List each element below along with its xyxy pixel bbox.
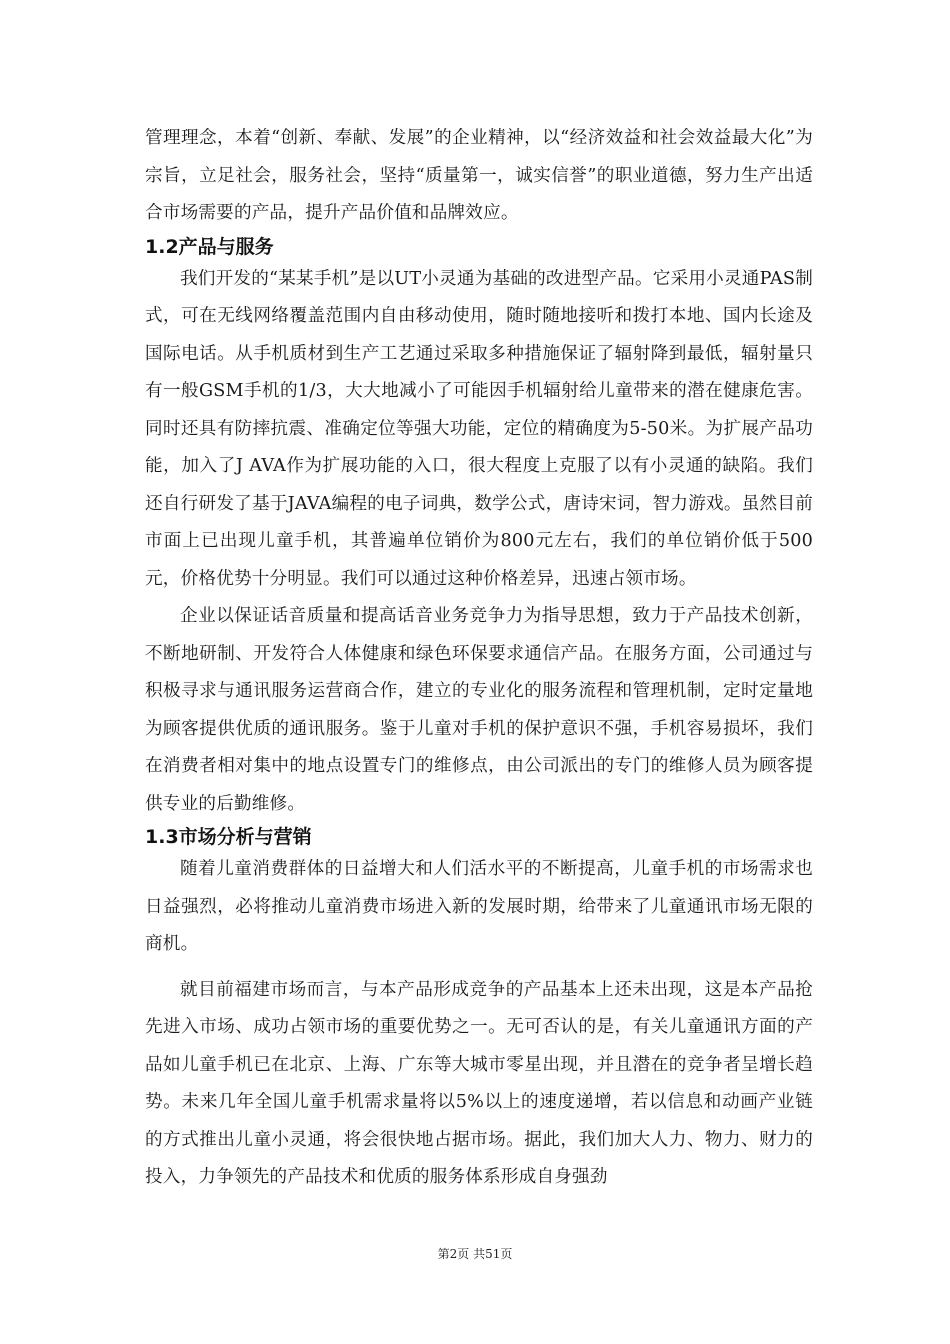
section-heading-1-3: 1.3市场分析与营销 [145,826,312,848]
page-footer: 第2页 共51页 [437,1247,513,1261]
section-heading-1-2: 1.2产品与服务 [145,235,274,258]
section-1-3-paragraph-2: 就目前福建市场而言，与本产品形成竞争的产品基本上还未出现，这是本产品抢先进入市场、成功占领市场的重要优势之一。无可否认的是，有关儿童通讯方面的产品如儿童手机已在北京、上海、广东等大城市零星出现，并且潜在的竞争者呈增长趋势。未来几年全国儿童手机需求量将以5%以上的速度递增，若以信息和动画产业链的方式推出儿童小灵通，将会很快地占据市场。据此，我们加大人力、物力、财力的投入，力争领先的产品技术和优质的服务体系形成自身强劲 [145,979,813,1187]
intro-paragraph: 管理理念，本着“创新、奉献、发展”的企业精神，以“经济效益和社会效益最大化”为宗旨，立足社会，服务社会，坚持“质量第一，诚实信誉”的职业道德，努力生产出适合市场需要的产品，提升产品价值和品牌效应。 [145,128,813,223]
page-content [145,120,813,1197]
section-1-2-paragraph-1: 我们开发的“某某手机”是以UT小灵通为基础的改进型产品。它采用小灵通PAS制式，可在无线网络覆盖范围内自由移动使用，随时随地接听和拨打本地、国内长途及国际电话。从手机质材到生产工艺通过采取多种措施保证了辐射降到最低，辐射量只有一般GSM手机的1/3，大大地减小了可能因手机辐射给儿童带来的潜在健康危害。同时还具有防摔抗震、准确定位等强大功能，定位的精确度为5-50米。为扩展产品功能，加入了J AVA作为扩展功能的入口，很大程度上克服了以有小灵通的缺陷。我们还自行研发了基于JAVA编程的电子词典，数学公式，唐诗宋词，智力游戏。虽然目前市面上已出现儿童手机，其普遍单位销价为800元左右，我们的单位销价低于500元，价格优势十分明显。我们可以通过这种价格差异，迅速占领市场。 [145,268,813,589]
section-1-3-paragraph-1: 随着儿童消费群体的日益增大和人们活水平的不断提高，儿童手机的市场需求也日益强烈，必将推动儿童消费市场进入新的发展时期，给带来了儿童通讯市场无限的商机。 [145,859,813,954]
section-1-2-paragraph-2: 企业以保证话音质量和提高话音业务竞争力为指导思想，致力于产品技术创新，不断地研制、开发符合人体健康和绿色环保要求通信产品。在服务方面，公司通过与积极寻求与通讯服务运营商合作，建立的专业化的服务流程和管理机制，定时定量地为顾客提供优质的通讯服务。鉴于儿童对手机的保护意识不强，手机容易损坏，我们在消费者相对集中的地点设置专门的维修点，由公司派出的专门的维修人员为顾客提供专业的后勤维修。 [145,606,813,814]
